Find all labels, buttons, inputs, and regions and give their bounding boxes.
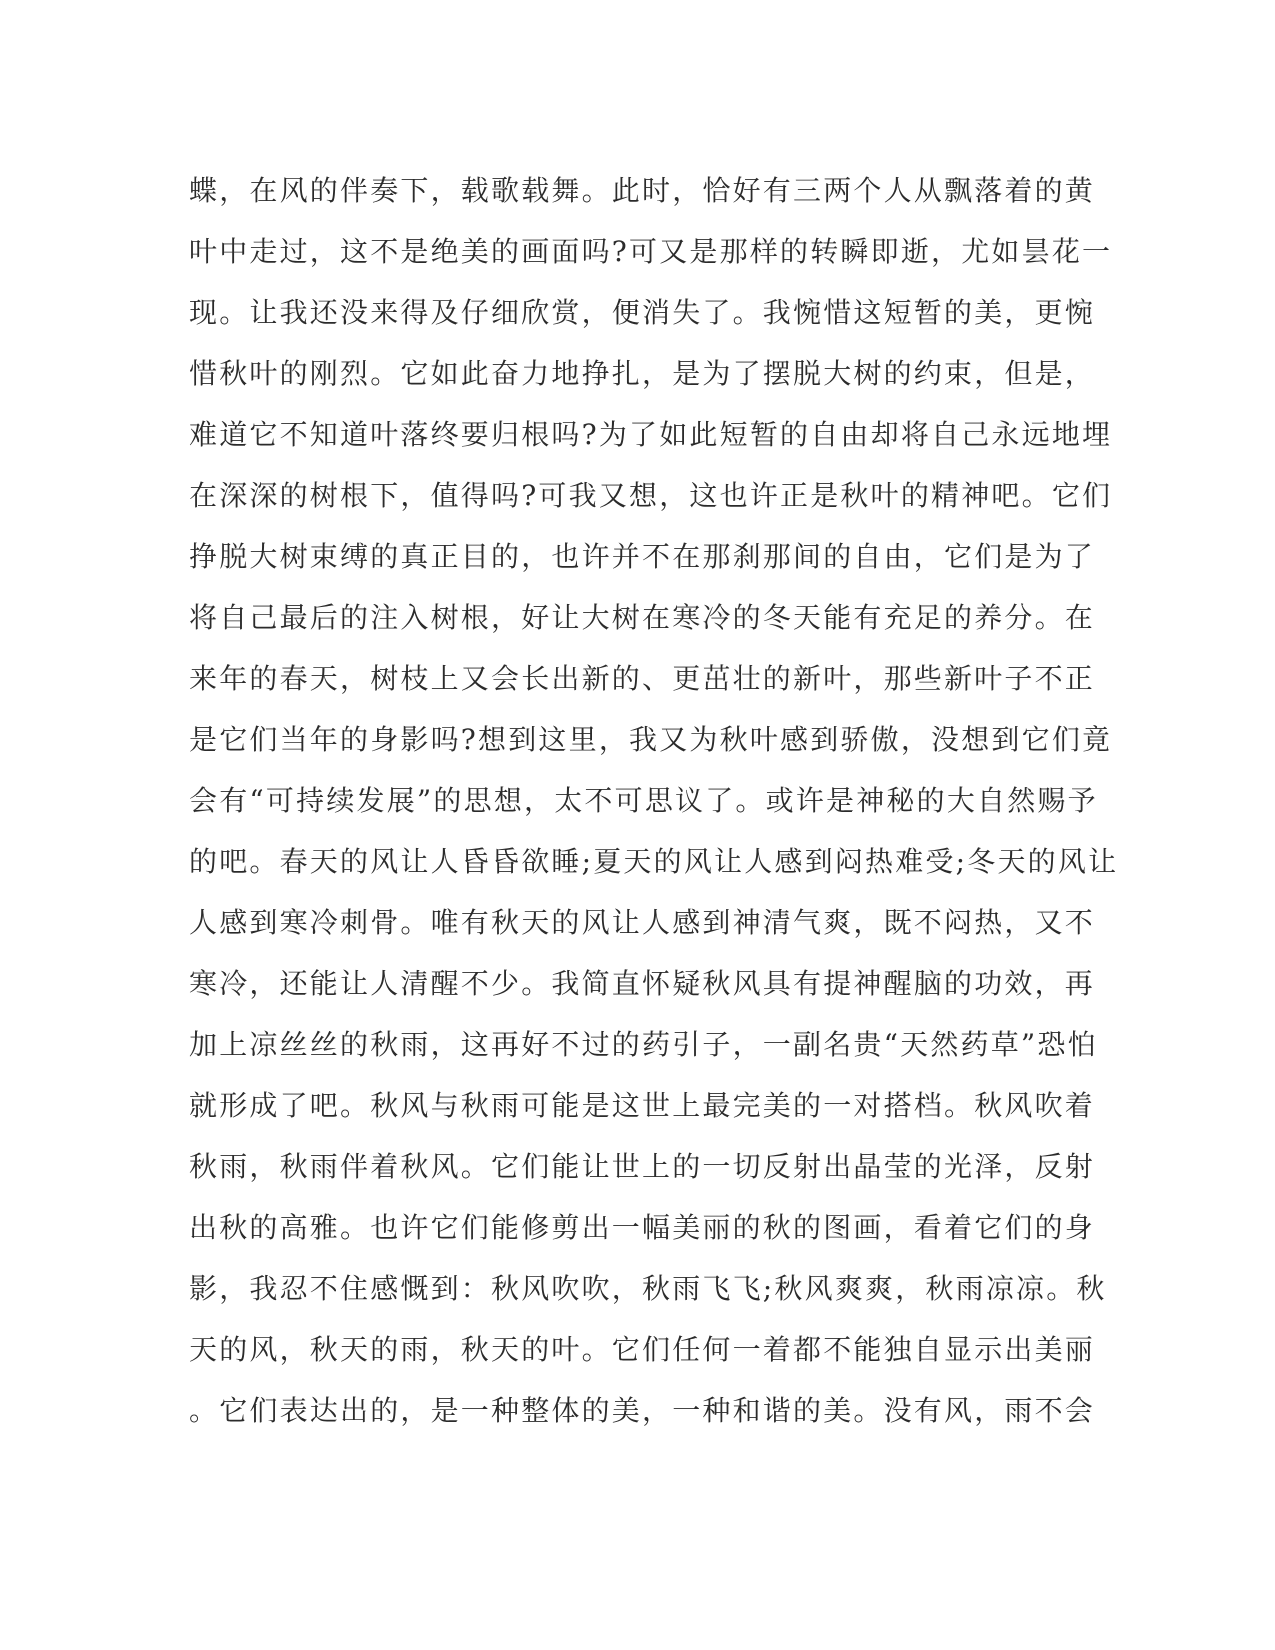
text-line: 叶中走过，这不是绝美的画面吗?可又是那样的转瞬即逝，尤如昙花一 [189, 235, 1113, 268]
text-line: 现。让我还没来得及仔细欣赏，便消失了。我惋惜这短暂的美，更惋 [189, 296, 1096, 329]
text-line: 将自己最后的注入树根，好让大树在寒冷的冬天能有充足的养分。在 [189, 601, 1096, 634]
text-line: 来年的春天，树枝上又会长出新的、更茁壮的新叶，那些新叶子不正 [189, 662, 1096, 695]
text-line: 天的风，秋天的雨，秋天的叶。它们任何一着都不能独自显示出美丽 [189, 1333, 1096, 1366]
text-line: 。它们表达出的，是一种整体的美，一种和谐的美。没有风，雨不会 [189, 1394, 1096, 1427]
text-line: 影，我忍不住感慨到：秋风吹吹，秋雨飞飞;秋风爽爽，秋雨凉凉。秋 [189, 1272, 1107, 1305]
text-line: 难道它不知道叶落终要归根吗?为了如此短暂的自由却将自己永远地埋 [189, 418, 1113, 451]
text-line: 加上凉丝丝的秋雨，这再好不过的药引子，一副名贵“天然药草”恐怕 [189, 1028, 1098, 1061]
text-line: 会有“可持续发展”的思想，太不可思议了。或许是神秘的大自然赐予 [189, 784, 1098, 817]
text-line: 寒冷，还能让人清醒不少。我简直怀疑秋风具有提神醒脑的功效，再 [189, 967, 1096, 1000]
text-line: 出秋的高雅。也许它们能修剪出一幅美丽的秋的图画，看着它们的身 [189, 1211, 1096, 1244]
text-line: 在深深的树根下，值得吗?可我又想，这也许正是秋叶的精神吧。它们 [189, 479, 1113, 512]
text-line: 秋雨，秋雨伴着秋风。它们能让世上的一切反射出晶莹的光泽，反射 [189, 1150, 1096, 1183]
text-line: 挣脱大树束缚的真正目的，也许并不在那刹那间的自由，它们是为了 [189, 540, 1096, 573]
text-line: 就形成了吧。秋风与秋雨可能是这世上最完美的一对搭档。秋风吹着 [189, 1089, 1096, 1122]
body-text [189, 160, 1119, 1441]
text-line: 蝶，在风的伴奏下，载歌载舞。此时，恰好有三两个人从飘落着的黄 [189, 174, 1096, 207]
text-line: 的吧。春天的风让人昏昏欲睡;夏天的风让人感到闷热难受;冬天的风让 [189, 845, 1119, 878]
text-line: 人感到寒冷刺骨。唯有秋天的风让人感到神清气爽，既不闷热，又不 [189, 906, 1096, 939]
text-line: 是它们当年的身影吗?想到这里，我又为秋叶感到骄傲，没想到它们竟 [189, 723, 1113, 756]
text-line: 惜秋叶的刚烈。它如此奋力地挣扎，是为了摆脱大树的约束，但是， [189, 357, 1096, 390]
